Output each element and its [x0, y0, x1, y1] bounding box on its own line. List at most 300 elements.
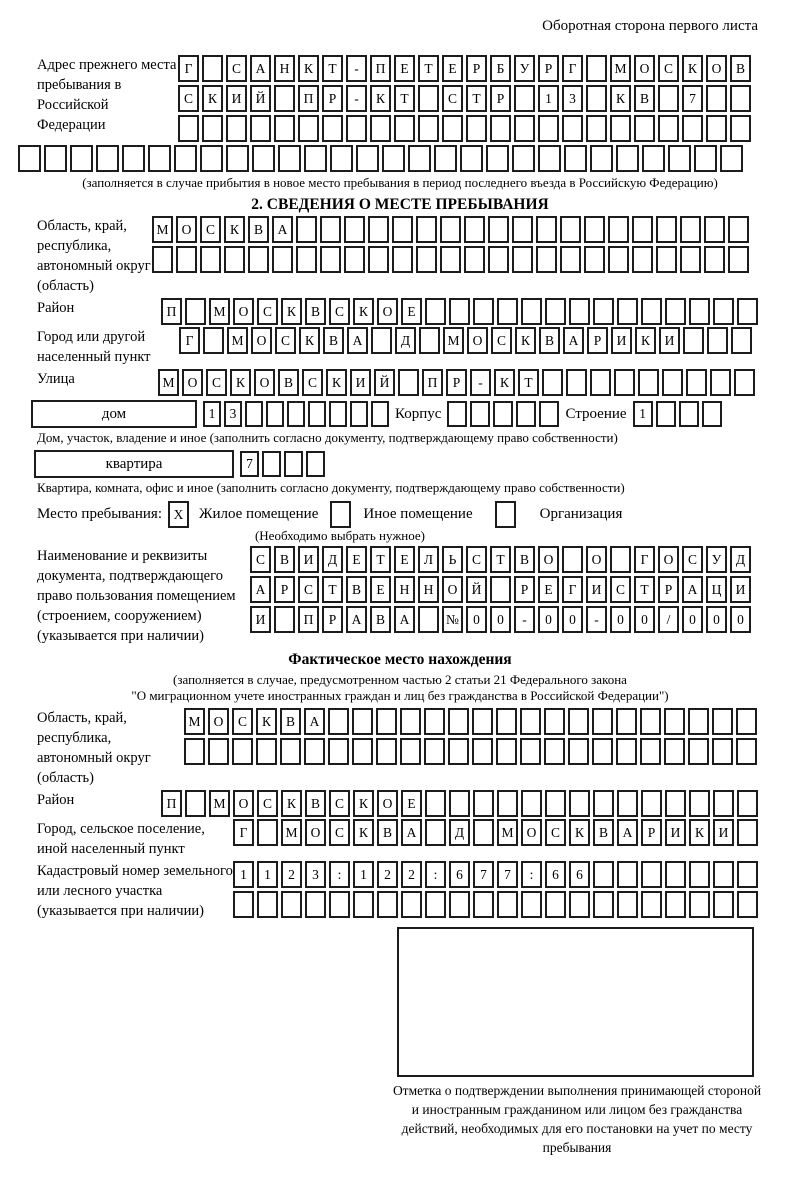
char-box[interactable]	[322, 115, 343, 142]
char-box[interactable]	[425, 819, 446, 846]
char-box[interactable]: В	[377, 819, 398, 846]
char-box[interactable]: К	[353, 298, 374, 325]
char-box[interactable]	[352, 708, 373, 735]
char-box[interactable]	[712, 708, 733, 735]
char-box[interactable]	[593, 861, 614, 888]
char-box[interactable]: А	[347, 327, 368, 354]
char-box[interactable]	[296, 216, 317, 243]
char-box[interactable]	[330, 145, 353, 172]
char-box[interactable]	[496, 738, 517, 765]
char-box[interactable]	[632, 246, 653, 273]
char-box[interactable]	[497, 790, 518, 817]
char-box[interactable]	[440, 216, 461, 243]
char-box[interactable]	[634, 115, 655, 142]
char-box[interactable]	[658, 85, 679, 112]
char-box[interactable]	[702, 401, 722, 427]
char-box[interactable]	[490, 115, 511, 142]
char-box[interactable]: С	[491, 327, 512, 354]
char-box[interactable]	[728, 246, 749, 273]
char-box[interactable]: Е	[401, 298, 422, 325]
char-box[interactable]: С	[232, 708, 253, 735]
char-box[interactable]: Е	[346, 546, 367, 573]
char-box[interactable]: Т	[490, 546, 511, 573]
char-box[interactable]: А	[394, 606, 415, 633]
char-box[interactable]	[185, 790, 206, 817]
char-box[interactable]	[682, 115, 703, 142]
char-box[interactable]: Р	[538, 55, 559, 82]
char-box[interactable]	[352, 738, 373, 765]
char-box[interactable]	[371, 327, 392, 354]
char-box[interactable]	[662, 369, 683, 396]
char-box[interactable]	[514, 85, 535, 112]
char-box[interactable]: О	[208, 708, 229, 735]
char-box[interactable]: С	[250, 546, 271, 573]
char-box[interactable]: Т	[466, 85, 487, 112]
char-box[interactable]	[368, 246, 389, 273]
char-box[interactable]	[617, 861, 638, 888]
char-box[interactable]	[713, 298, 734, 325]
char-box[interactable]: 0	[706, 606, 727, 633]
char-box[interactable]: О	[233, 790, 254, 817]
char-box[interactable]: 6	[569, 861, 590, 888]
char-box[interactable]	[521, 891, 542, 918]
char-box[interactable]: К	[689, 819, 710, 846]
char-box[interactable]	[713, 891, 734, 918]
char-box[interactable]	[460, 145, 483, 172]
char-box[interactable]: Д	[730, 546, 751, 573]
char-box[interactable]	[512, 216, 533, 243]
char-box[interactable]	[538, 115, 559, 142]
char-box[interactable]: С	[466, 546, 487, 573]
char-box[interactable]	[304, 145, 327, 172]
char-box[interactable]	[658, 115, 679, 142]
char-box[interactable]	[689, 861, 710, 888]
char-box[interactable]	[544, 708, 565, 735]
char-box[interactable]: 2	[377, 861, 398, 888]
char-box[interactable]	[586, 85, 607, 112]
char-box[interactable]	[328, 708, 349, 735]
char-box[interactable]: М	[152, 216, 173, 243]
char-box[interactable]: В	[370, 606, 391, 633]
char-box[interactable]	[377, 891, 398, 918]
char-box[interactable]	[434, 145, 457, 172]
char-box[interactable]: 0	[730, 606, 751, 633]
char-box[interactable]: Т	[322, 576, 343, 603]
char-box[interactable]: У	[514, 55, 535, 82]
char-box[interactable]: С	[302, 369, 323, 396]
char-box[interactable]: И	[713, 819, 734, 846]
char-box[interactable]	[490, 576, 511, 603]
char-box[interactable]	[680, 216, 701, 243]
char-box[interactable]	[536, 246, 557, 273]
char-box[interactable]	[737, 790, 758, 817]
char-box[interactable]	[425, 891, 446, 918]
char-box[interactable]	[298, 115, 319, 142]
char-box[interactable]: Б	[490, 55, 511, 82]
char-box[interactable]	[473, 819, 494, 846]
char-box[interactable]: В	[305, 790, 326, 817]
char-box[interactable]: Р	[322, 606, 343, 633]
char-box[interactable]: И	[665, 819, 686, 846]
char-box[interactable]: 0	[634, 606, 655, 633]
char-box[interactable]	[617, 790, 638, 817]
char-box[interactable]: Д	[322, 546, 343, 573]
char-box[interactable]: 1	[203, 401, 221, 427]
char-box[interactable]	[448, 738, 469, 765]
char-box[interactable]	[424, 708, 445, 735]
char-box[interactable]: С	[545, 819, 566, 846]
char-box[interactable]: 7	[497, 861, 518, 888]
char-box[interactable]: А	[563, 327, 584, 354]
char-box[interactable]: А	[250, 55, 271, 82]
char-box[interactable]: 0	[466, 606, 487, 633]
char-box[interactable]: Н	[394, 576, 415, 603]
char-box[interactable]	[608, 246, 629, 273]
char-box[interactable]: О	[538, 546, 559, 573]
char-box[interactable]	[305, 891, 326, 918]
char-box[interactable]: Р	[658, 576, 679, 603]
char-box[interactable]: А	[304, 708, 325, 735]
char-box[interactable]	[686, 369, 707, 396]
char-box[interactable]	[257, 819, 278, 846]
char-box[interactable]: О	[251, 327, 272, 354]
char-box[interactable]	[425, 298, 446, 325]
char-box[interactable]	[734, 369, 755, 396]
char-box[interactable]	[704, 246, 725, 273]
char-box[interactable]: И	[250, 606, 271, 633]
char-box[interactable]	[353, 891, 374, 918]
char-box[interactable]	[224, 246, 245, 273]
char-box[interactable]	[122, 145, 145, 172]
char-box[interactable]	[569, 298, 590, 325]
char-box[interactable]	[642, 145, 665, 172]
char-box[interactable]	[382, 145, 405, 172]
char-box[interactable]: О	[467, 327, 488, 354]
char-box[interactable]	[329, 891, 350, 918]
char-box[interactable]: С	[206, 369, 227, 396]
char-box[interactable]: К	[494, 369, 515, 396]
char-box[interactable]: С	[298, 576, 319, 603]
char-box[interactable]	[400, 708, 421, 735]
char-box[interactable]	[538, 145, 561, 172]
char-box[interactable]	[272, 246, 293, 273]
char-box[interactable]: Т	[518, 369, 539, 396]
char-box[interactable]	[464, 216, 485, 243]
char-box[interactable]	[665, 861, 686, 888]
char-box[interactable]: №	[442, 606, 463, 633]
char-box[interactable]	[376, 708, 397, 735]
char-box[interactable]: Н	[418, 576, 439, 603]
char-box[interactable]: В	[346, 576, 367, 603]
char-box[interactable]	[656, 216, 677, 243]
char-box[interactable]	[720, 145, 743, 172]
char-box[interactable]	[545, 298, 566, 325]
char-box[interactable]	[473, 298, 494, 325]
char-box[interactable]: М	[497, 819, 518, 846]
char-box[interactable]: К	[326, 369, 347, 396]
char-box[interactable]	[250, 115, 271, 142]
char-box[interactable]: Г	[634, 546, 655, 573]
char-box[interactable]: Т	[634, 576, 655, 603]
char-box[interactable]: Р	[274, 576, 295, 603]
char-box[interactable]: 1	[538, 85, 559, 112]
char-box[interactable]: 6	[545, 861, 566, 888]
char-box[interactable]	[590, 145, 613, 172]
char-box[interactable]: П	[298, 606, 319, 633]
char-box[interactable]: К	[281, 298, 302, 325]
char-box[interactable]: В	[278, 369, 299, 396]
char-box[interactable]	[664, 738, 685, 765]
char-box[interactable]: К	[298, 55, 319, 82]
char-box[interactable]: А	[250, 576, 271, 603]
char-box[interactable]: Е	[394, 55, 415, 82]
char-box[interactable]: -	[514, 606, 535, 633]
char-box[interactable]	[737, 861, 758, 888]
char-box[interactable]: Й	[374, 369, 395, 396]
char-box[interactable]	[473, 790, 494, 817]
char-box[interactable]	[344, 216, 365, 243]
char-box[interactable]	[665, 790, 686, 817]
char-box[interactable]: И	[611, 327, 632, 354]
char-box[interactable]: С	[200, 216, 221, 243]
char-box[interactable]	[736, 738, 757, 765]
char-box[interactable]: 7	[473, 861, 494, 888]
char-box[interactable]	[683, 327, 704, 354]
char-box[interactable]: С	[442, 85, 463, 112]
char-box[interactable]: Г	[562, 55, 583, 82]
char-box[interactable]	[590, 369, 611, 396]
char-box[interactable]: Г	[233, 819, 254, 846]
char-box[interactable]: К	[256, 708, 277, 735]
char-box[interactable]	[640, 708, 661, 735]
char-box[interactable]	[539, 401, 559, 427]
char-box[interactable]	[472, 708, 493, 735]
char-box[interactable]	[392, 216, 413, 243]
char-box[interactable]: Т	[370, 546, 391, 573]
char-box[interactable]	[593, 891, 614, 918]
char-box[interactable]	[569, 891, 590, 918]
char-box[interactable]	[737, 819, 758, 846]
char-box[interactable]	[274, 606, 295, 633]
char-box[interactable]: 1	[257, 861, 278, 888]
char-box[interactable]	[449, 891, 470, 918]
char-box[interactable]: И	[350, 369, 371, 396]
char-box[interactable]: И	[586, 576, 607, 603]
char-box[interactable]	[689, 790, 710, 817]
char-box[interactable]	[566, 369, 587, 396]
char-box[interactable]: М	[158, 369, 179, 396]
char-box[interactable]: К	[610, 85, 631, 112]
char-box[interactable]	[592, 708, 613, 735]
char-box[interactable]	[274, 85, 295, 112]
char-box[interactable]	[545, 891, 566, 918]
char-box[interactable]	[706, 115, 727, 142]
char-box[interactable]	[689, 298, 710, 325]
char-box[interactable]	[350, 401, 368, 427]
char-box[interactable]	[664, 708, 685, 735]
char-box[interactable]: А	[401, 819, 422, 846]
char-box[interactable]: 3	[305, 861, 326, 888]
char-box[interactable]	[232, 738, 253, 765]
char-box[interactable]	[287, 401, 305, 427]
char-box[interactable]	[306, 451, 325, 477]
char-box[interactable]	[617, 891, 638, 918]
char-box[interactable]: А	[272, 216, 293, 243]
char-box[interactable]	[730, 85, 751, 112]
char-box[interactable]: О	[442, 576, 463, 603]
char-box[interactable]: М	[209, 790, 230, 817]
char-box[interactable]	[392, 246, 413, 273]
char-box[interactable]: :	[521, 861, 542, 888]
char-box[interactable]	[418, 606, 439, 633]
char-box[interactable]	[18, 145, 41, 172]
char-box[interactable]: Р	[466, 55, 487, 82]
char-box[interactable]	[440, 246, 461, 273]
char-box[interactable]: Т	[394, 85, 415, 112]
char-box[interactable]	[516, 401, 536, 427]
char-box[interactable]	[266, 401, 284, 427]
char-box[interactable]	[408, 145, 431, 172]
char-box[interactable]: А	[682, 576, 703, 603]
char-box[interactable]: М	[610, 55, 631, 82]
char-box[interactable]: В	[248, 216, 269, 243]
char-box[interactable]	[712, 738, 733, 765]
char-box[interactable]	[281, 891, 302, 918]
char-box[interactable]	[148, 145, 171, 172]
char-box[interactable]: П	[370, 55, 391, 82]
char-box[interactable]	[233, 891, 254, 918]
char-box[interactable]	[614, 369, 635, 396]
char-box[interactable]	[419, 327, 440, 354]
char-box[interactable]: О	[377, 298, 398, 325]
char-box[interactable]	[202, 115, 223, 142]
char-box[interactable]	[488, 216, 509, 243]
char-box[interactable]: К	[370, 85, 391, 112]
char-box[interactable]	[304, 738, 325, 765]
char-box[interactable]	[200, 145, 223, 172]
char-box[interactable]	[617, 298, 638, 325]
char-box[interactable]: Р	[322, 85, 343, 112]
char-box[interactable]	[497, 298, 518, 325]
char-box[interactable]	[730, 115, 751, 142]
char-box[interactable]: /	[658, 606, 679, 633]
char-box[interactable]	[560, 246, 581, 273]
char-box[interactable]	[694, 145, 717, 172]
char-box[interactable]	[370, 115, 391, 142]
char-box[interactable]: Г	[179, 327, 200, 354]
char-box[interactable]	[560, 216, 581, 243]
char-box[interactable]: 6	[449, 861, 470, 888]
char-box[interactable]	[356, 145, 379, 172]
char-box[interactable]	[737, 891, 758, 918]
char-box[interactable]: 0	[610, 606, 631, 633]
char-box[interactable]	[401, 891, 422, 918]
char-box[interactable]: А	[346, 606, 367, 633]
char-box[interactable]	[520, 738, 541, 765]
char-box[interactable]: Д	[449, 819, 470, 846]
char-box[interactable]: :	[425, 861, 446, 888]
char-box[interactable]	[416, 216, 437, 243]
char-box[interactable]	[226, 145, 249, 172]
char-box[interactable]	[564, 145, 587, 172]
char-box[interactable]: С	[682, 546, 703, 573]
char-box[interactable]: 0	[490, 606, 511, 633]
char-box[interactable]: К	[682, 55, 703, 82]
char-box[interactable]	[593, 790, 614, 817]
char-box[interactable]	[656, 401, 676, 427]
char-box[interactable]	[536, 216, 557, 243]
char-box[interactable]	[284, 451, 303, 477]
char-box[interactable]	[486, 145, 509, 172]
char-box[interactable]: М	[281, 819, 302, 846]
char-box[interactable]: У	[706, 546, 727, 573]
char-box[interactable]: Й	[466, 576, 487, 603]
char-box[interactable]: В	[730, 55, 751, 82]
char-box[interactable]: Н	[274, 55, 295, 82]
char-box[interactable]: Л	[418, 546, 439, 573]
char-box[interactable]	[320, 246, 341, 273]
char-box[interactable]	[376, 738, 397, 765]
char-box[interactable]: -	[470, 369, 491, 396]
char-box[interactable]: И	[730, 576, 751, 603]
char-box[interactable]: В	[305, 298, 326, 325]
char-box[interactable]	[400, 738, 421, 765]
char-box[interactable]: В	[593, 819, 614, 846]
char-box[interactable]: П	[298, 85, 319, 112]
char-box[interactable]	[496, 708, 517, 735]
char-box[interactable]: 1	[633, 401, 653, 427]
char-box[interactable]	[176, 246, 197, 273]
char-box[interactable]	[665, 298, 686, 325]
char-box[interactable]	[488, 246, 509, 273]
char-box[interactable]	[44, 145, 67, 172]
char-box[interactable]	[257, 891, 278, 918]
char-box[interactable]: О	[706, 55, 727, 82]
char-box[interactable]	[713, 861, 734, 888]
char-box[interactable]	[248, 246, 269, 273]
char-box[interactable]: И	[298, 546, 319, 573]
char-box[interactable]	[252, 145, 275, 172]
char-box[interactable]	[514, 115, 535, 142]
char-box[interactable]	[568, 738, 589, 765]
char-box[interactable]: М	[443, 327, 464, 354]
char-box[interactable]	[521, 298, 542, 325]
char-box[interactable]: :	[329, 861, 350, 888]
char-box[interactable]	[447, 401, 467, 427]
char-box[interactable]	[256, 738, 277, 765]
char-box[interactable]	[737, 298, 758, 325]
char-box[interactable]: -	[586, 606, 607, 633]
char-box[interactable]: Е	[442, 55, 463, 82]
char-box[interactable]: Д	[395, 327, 416, 354]
char-box[interactable]	[278, 145, 301, 172]
char-box[interactable]: О	[182, 369, 203, 396]
char-box[interactable]: Г	[562, 576, 583, 603]
char-box[interactable]	[562, 546, 583, 573]
char-box[interactable]	[679, 401, 699, 427]
char-box[interactable]	[320, 216, 341, 243]
char-box[interactable]	[274, 115, 295, 142]
char-box[interactable]: К	[635, 327, 656, 354]
char-box[interactable]	[638, 369, 659, 396]
char-box[interactable]: О	[377, 790, 398, 817]
char-box[interactable]	[610, 115, 631, 142]
char-box[interactable]	[424, 738, 445, 765]
char-box[interactable]	[280, 738, 301, 765]
char-box[interactable]: Р	[641, 819, 662, 846]
char-box[interactable]: Е	[538, 576, 559, 603]
char-box[interactable]: Г	[178, 55, 199, 82]
